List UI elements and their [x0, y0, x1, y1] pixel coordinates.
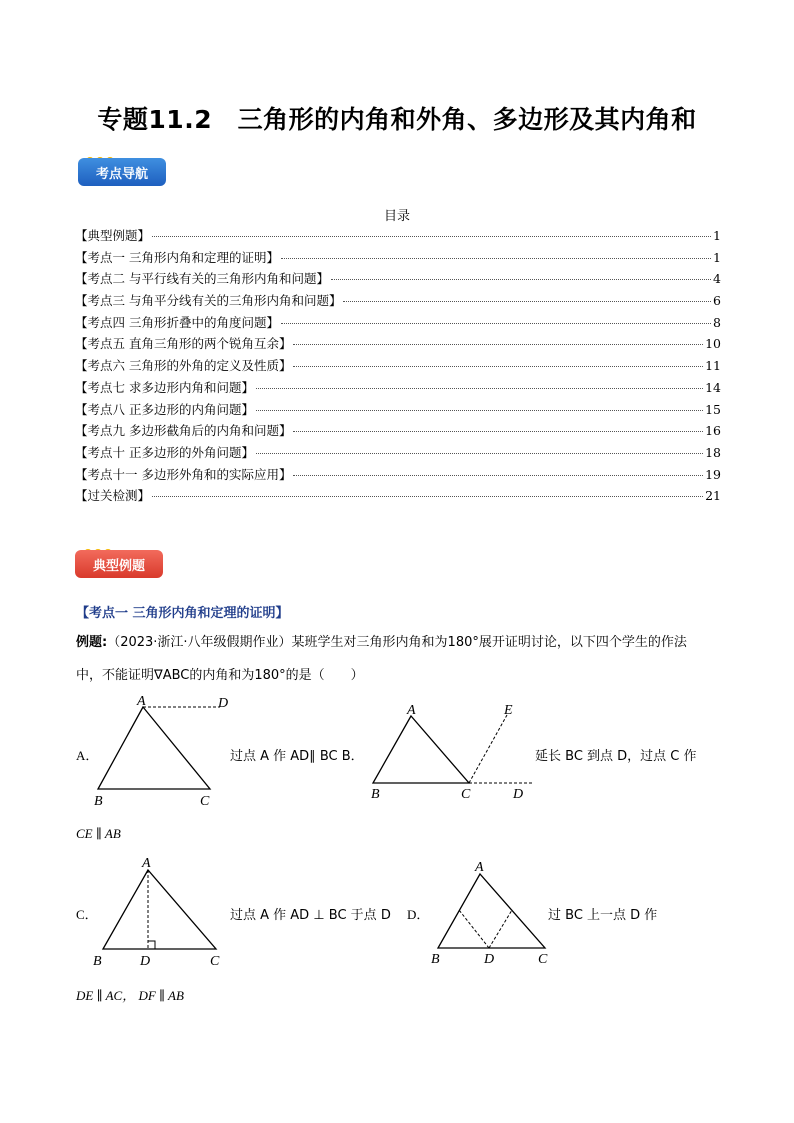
toc-entry-label: 【考点七 求多边形内角和问题】 — [75, 379, 254, 395]
toc-entry-label: 【考点三 与角平分线有关的三角形内角和问题】 — [75, 293, 342, 309]
toc-leader — [281, 323, 711, 324]
toc-entry[interactable] — [75, 356, 721, 378]
toc-entry-page: 1 — [713, 249, 721, 265]
option-a-text: 过点 A 作 AD∥ BC B． — [230, 749, 364, 764]
toc-entry-label: 【考点八 正多边形的内角问题】 — [75, 401, 254, 417]
toc-entry-page: 18 — [705, 444, 721, 460]
line-ce — [469, 715, 507, 783]
toc-entry-label: 【典型例题】 — [75, 228, 151, 243]
toc-entry-page: 6 — [713, 293, 721, 309]
triangle-abc — [98, 707, 210, 789]
toc-entry-page: 11 — [705, 358, 721, 374]
label-d: D — [484, 952, 495, 967]
label-d: D — [218, 696, 229, 711]
option-c-label[interactable]: C． — [76, 907, 98, 922]
toc-entry[interactable] — [75, 334, 721, 356]
toc-entry-label: 【考点十一 多边形外角和的实际应用】 — [75, 466, 292, 482]
table-of-contents — [75, 226, 721, 508]
page-title: 专题11.2 三角形的内角和外角、多边形及其内角和 — [97, 105, 697, 134]
toc-leader — [293, 344, 703, 345]
label-c: C — [538, 952, 548, 967]
option-d-text-1: 过 BC 上一点 D 作 — [548, 908, 658, 923]
toc-entry-label: 【考点二 与平行线有关的三角形内角和问题】 — [75, 271, 329, 287]
toc-entry-label: 【考点一 三角形内角和定理的证明】 — [75, 249, 279, 265]
question-line-1 — [76, 633, 726, 653]
option-a-label[interactable]: A． — [76, 748, 99, 763]
question-prefix: 例题: — [76, 635, 108, 650]
figure-d — [425, 852, 560, 970]
toc-leader — [331, 279, 711, 280]
toc-entry[interactable] — [75, 248, 721, 270]
option-d-label[interactable]: D． — [407, 907, 430, 922]
toc-entry[interactable] — [75, 378, 721, 400]
label-a: A — [137, 694, 146, 709]
label-c: C — [461, 787, 471, 802]
label-c: C — [200, 794, 210, 809]
figure-a — [90, 693, 240, 813]
label-a: A — [475, 860, 484, 875]
question-line-2: 中，不能证明∇ABC的内角和为180°的是（ ） — [76, 668, 364, 683]
toc-leader — [256, 410, 703, 411]
toc-entry-page: 8 — [713, 314, 721, 330]
triangle-abc — [438, 874, 545, 948]
section-heading: 【考点一 三角形内角和定理的证明】 — [76, 606, 289, 621]
toc-entry[interactable] — [75, 443, 721, 465]
line-df — [459, 910, 489, 948]
question-text-1: （2023·浙江·八年级假期作业）某班学生对三角形内角和为180°展开证明讨论，以下四个学生的作法 — [107, 635, 687, 650]
label-a: A — [407, 703, 416, 718]
toc-entry-page: 1 — [713, 228, 721, 243]
toc-title: 目录 — [383, 209, 410, 224]
toc-leader — [343, 301, 711, 302]
toc-leader — [152, 236, 711, 237]
option-c-text: 过点 A 作 AD ⊥ BC 于点 D — [230, 908, 391, 923]
label-b: B — [371, 787, 380, 802]
toc-entry[interactable] — [75, 421, 721, 443]
label-a: A — [142, 856, 151, 871]
label-c: C — [210, 954, 220, 969]
nav-badge: 考点导航 — [78, 158, 166, 186]
option-b-text-1: 延长 BC 到点 D，过点 C 作 — [535, 749, 697, 764]
label-e: E — [504, 703, 513, 718]
toc-entry-page: 4 — [713, 271, 721, 287]
label-d: D — [513, 787, 524, 802]
toc-entry[interactable] — [75, 486, 721, 508]
toc-entry-label: 【过关检测】 — [75, 488, 151, 504]
option-d-text-2: DE ∥ AC， DF ∥ AB — [76, 988, 184, 1003]
label-b: B — [431, 952, 440, 967]
toc-entry-label: 【考点五 直角三角形的两个锐角互余】 — [75, 336, 292, 352]
toc-entry-page: 19 — [705, 466, 721, 482]
toc-entry-page: 10 — [705, 336, 721, 352]
label-b: B — [93, 954, 102, 969]
label-b: B — [94, 794, 103, 809]
toc-entry-page: 21 — [705, 488, 721, 504]
toc-entry-page: 16 — [705, 423, 721, 439]
toc-leader — [152, 496, 703, 497]
label-d: D — [140, 954, 151, 969]
toc-entry-label: 【考点四 三角形折叠中的角度问题】 — [75, 314, 279, 330]
toc-entry-label: 【考点六 三角形的外角的定义及性质】 — [75, 358, 292, 374]
toc-entry-page: 14 — [705, 379, 721, 395]
option-b-text-2: CE ∥ AB — [76, 826, 121, 841]
toc-entry[interactable] — [75, 226, 721, 248]
figure-c — [88, 852, 233, 970]
toc-entry[interactable] — [75, 313, 721, 335]
toc-leader — [281, 258, 711, 259]
toc-entry[interactable] — [75, 291, 721, 313]
figure-b — [365, 700, 540, 805]
toc-entry[interactable] — [75, 465, 721, 487]
line-de — [489, 910, 512, 948]
example-badge: 典型例题 — [75, 550, 163, 578]
toc-leader — [293, 475, 703, 476]
toc-leader — [256, 388, 703, 389]
triangle-abc — [373, 716, 469, 783]
toc-entry[interactable] — [75, 400, 721, 422]
right-angle-mark — [148, 941, 155, 949]
toc-entry-label: 【考点十 正多边形的外角问题】 — [75, 444, 254, 460]
triangle-abc — [103, 870, 216, 949]
toc-leader — [293, 431, 703, 432]
toc-entry[interactable] — [75, 269, 721, 291]
toc-entry-label: 【考点九 多边形截角后的内角和问题】 — [75, 423, 292, 439]
toc-entry-page: 15 — [705, 401, 721, 417]
toc-leader — [293, 366, 703, 367]
toc-leader — [256, 453, 703, 454]
